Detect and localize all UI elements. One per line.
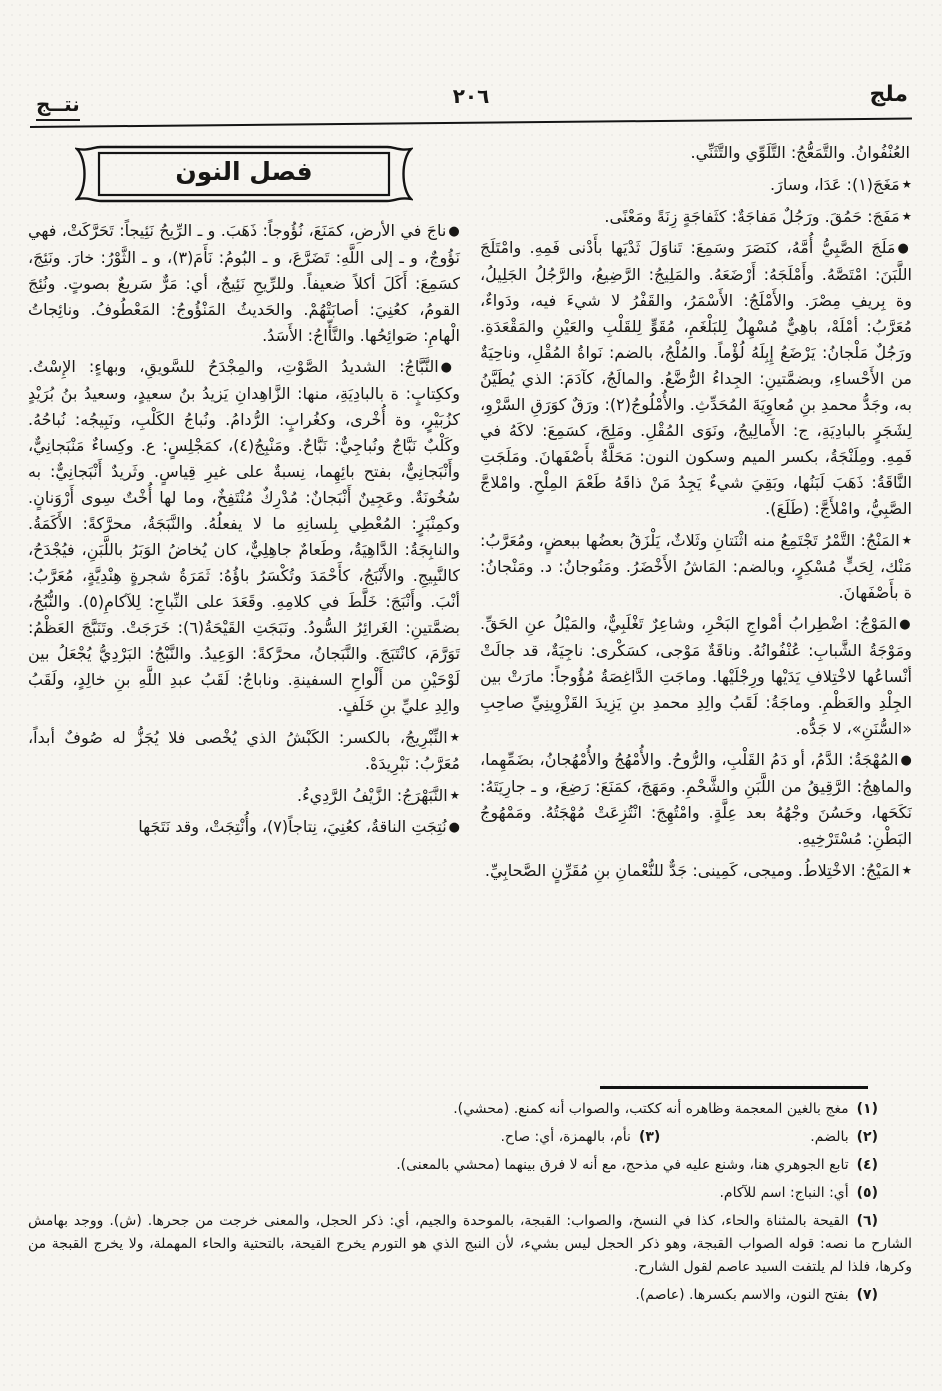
left-column [28,140,460,1086]
entry-text: مَفَجَ: حَمُقَ. ورَجُلٌ مَفاجَةٌ: كثَفاجَةٍ زِنَةً ومَعْنًى. [604,207,900,226]
entry-nabahraj [28,782,460,809]
footnote-text: تابع الجوهري هنا، وشنع عليه في مذحج، مع أنه لا فرق بينهما (محشي بالمعنى). [396,1157,849,1173]
entry-text: ناجَ في الأرضِ، كمَنَعَ، نُؤُوجاً: ذَهَبَ. و ـ الرِّيحُ نَئِيجاً: تَحَرَّكَتْ، فهي نَؤُوجٌ، و ـ إلى اللَّهِ: تَضَرَّعَ، و ـ البُومُ: نَأَمَ(٣)، و ـ الثَّوْرُ: خارَ. ونَئِجَ، كسَمِعَ: أَكَلَ أكلاً ضعيفاً. وللرِّيحِ نَئِيجٌ، أي: مَرٌّ سَريعٌ بصوتٍ. ونُئِجَ القومُ، كعُنِيَ: أصابَتْهُمْ. والحَديثُ المَنْؤُوجُ: المَعْطُوفُ. ونائِجاتُ الْهامِ: صَوائِحُها. والنَّأّاجُ: الأَسَدُ. [28,221,460,345]
footnote-number: (٢) [856,1129,878,1145]
footnote-text: أي: النباج: اسم للآكام. [719,1185,849,1201]
entry-marker: ٭ [901,859,912,881]
page-number: ٢٠٦ [452,84,490,108]
entry-marker: ● [448,820,460,835]
entry-marker: ● [900,753,912,768]
footnote-7 [28,1284,912,1307]
footnote-1 [28,1098,912,1121]
entry-text: النَّبَّاجُ: الشديدُ الصَّوْتِ، والمِجْدَحُ للسَّويقِ، وبهاءٍ: الإِسْتُ. وككِتابٍ: ة بالبادِيَةِ، منها: الزَّاهِدانِ يَزيدُ بنُ سعيدٍ، وسعيدُ بنُ بُرَيْدٍ كزُبَيْرٍ، وة أُخْرى، وكغُرابٍ: الرُّدامُ. ونُباجُ الكَلْبِ، ونَبِيجُه: نُباحُهُ. وكَلْبٌ نَبَّاجٌ ونُباجِيٌّ: نَبَّاحٌ. ومَنْبِجُ(٤)، كمَجْلِسٍ: ع. وكِساءٌ مَنْبَجانِيٌّ، وأَنْبَجانِيٌّ، بفتح بائِهِما، نِسبةٌ على غيرِ قِياسٍ. وثَريدٌ أَنْبَجانِيٌّ: به سُخُونَةٌ. وعَجِينٌ أَنْبَجانٌ: مُدْرِكٌ مُنْتَفِخٌ، وما لها أُخْتٌ سِوى أَرْوَنانٍ. وكمِنْبَرٍ: المُعْطِي بِلسانِهِ ما لا يفعلُهُ. والنَّبَجَةُ، محرَّكةً: الأَكَمَةُ. والنابِجَةُ: الدَّاهِيَةُ، وطَعامٌ جاهِلِيٌّ، كان يُخاضُ الوَبَرُ باللَّبَنِ، فيُجْدَحُ، كالنَّبِيجِ. والأَنْبَجُ، كأَحْمَدَ وتُكْسَرُ باؤُهُ: ثَمَرَةُ شجرةٍ هِنْدِيَّةٍ، مُعَرَّبُ: أنْبَ. وأَنْبَجَ: خَلَّطَ في كلامِهِ. وقَعَدَ على النِّباجِ: لِلآكامِ(٥). والنُّبُجُ، بضمَّتينِ: الغَرائِرُ السُّودُ. ونَبَجَتِ القَيْحَةُ(٦): خَرَجَتْ. وتَنَبَّجَ العَظْمُ: تَوَرَّمَ، كانْتَبَجَ. والنَّبَجانُ، محرَّكةً: الوَعِيدُ. والنَّبْجُ: البَرْدِيُّ يُجْعَلُ بين لَوْحَيْنِ من أَلْواحِ السفينةِ. وناباجُ: لَقَبُ عبدِ اللَّهِ بنِ خالِدٍ، ولَقَبُ والِدِ عليِّ بنِ خَلَفٍ. [28,357,461,715]
entry-maghaja [480,171,912,198]
entry-marker: ٭ [901,529,912,551]
entry-marker [910,143,912,162]
footnote-number: (٤) [856,1157,878,1173]
entry-marker: ● [897,241,912,256]
footnote-text: بفتح النون، والاسم بكسرها. (عاصم). [635,1287,849,1303]
footnote-separator-rule [600,1086,868,1089]
entry-naja [28,218,460,349]
entry-text: النَّبَهْرَجُ: الزَّيْفُ الرَّدِيءُ. [297,786,448,805]
entry-mayj [480,857,912,884]
entry-marker: ● [440,360,460,375]
footnote-text: القيحة بالمثناة والحاء، كذا في النسخ، والصواب: القبجة، بالموحدة والجيم، أي: ذكر الحجل، والمعنى خرجت من جحرها. (ش). ووجد بهامش الشارح ما نصه: قوله الصواب القبجة، وهو ذكر الحجل ليس بشيء، لأن النبج الذي هو التورم يخرج القيحة، بالتحتية والحاء المهملة، ولا يخرج القبجة من وكرها، فلذا لم يلتفت السيد عاصم لقول الشارح. [28,1213,912,1275]
entry-text: مَلَجَ الصَّبِيُّ أُمَّهُ، كنَصَرَ وسَمِعَ: تَناوَلَ ثَدْيَها بأَدْنى فَمِهِ. وامْتَلَجَ اللَّبَنَ: امْتَصَّهُ. وأَمْلَجَهُ: أَرْضَعَهُ. والمَلِيجُ: الرَّضِيعُ، والرَّجُلُ الجَلِيلُ، وة بِريفِ مِصْرَ. والأَمْلَجُ: الأَسْمَرُ، والقَفْرُ لا شيءَ فيه، ودَواءٌ، مُعَرَّبُ: أمْلَهْ، باهِيٌّ مُسْهِلٌ لِلبَلْغَمِ، مُقَوٍّ لِلقَلْبِ والعَيْنِ والمَقْعَدَةِ. ورَجُلٌ مَلْجانُ: يَرْضَعُ إِبِلَهُ لُؤْماً. والمُلْجُ، بالضم: نَواةُ المُقْلِ، وناحِيَةٌ من الأَحْساءِ، وبضمَّتينِ: الجِداءُ الرُّضَّعُ. والمالَجُ، كآدَمَ: الذي يُطَيَّنُ به، وجَدُّ محمدِ بنِ مُعاوِيَةَ المُحَدِّثِ. والأُمْلُوجُ(٢): ورَقٌ كوَرَقِ السَّرْوِ، لِشَجَرٍ بالبادِيَةِ، ج: الأَمالِيجُ، ونَوَى المُقْلِ. ومَلِجَ، كسَمِعَ: لاكَهُ في فَمِهِ. ومِلَنْجَةُ، بكسر الميم وسكون النون: مَحَلَّةٌ بأَصْفَهانَ. ومَلَجَتِ النَّاقَةُ: ذَهَبَ لَبَنُها، وبَقِيَ شيءٌ يَجِدُ مَنْ ذاقَهُ طَعْمَ المِلْحِ. وامْلاجَّ الصَّبِيُّ، وامْلأَجَّ: (طَلَعَ). [480,238,912,518]
entry-text: العُنْفُوانُ. والتَّمَعُّجُ: التَّلَوِّي والتَّثَنِّي. [690,143,910,162]
entry-text: مَغَجَ(١): عَدَا، وسارَ. [770,175,900,194]
entry-mafaja [480,203,912,230]
footnote-text: نأم، بالهمزة، أي: صاح. [500,1129,631,1145]
header-rule [30,118,912,128]
entry-continuation [480,140,912,166]
footnotes-block [28,1098,912,1312]
entry-nibrij [28,724,460,777]
footnote-2 [810,1126,912,1149]
entry-text: المَيْجُ: الاخْتِلاطُ. وميجى، كَمِينى: جَدٌّ للنُّعْمانِ بنِ مُقَرِّنٍ الصَّحابِيِّ. [484,861,900,880]
entry-marker: ● [899,617,912,632]
footnote-row-2-3 [28,1126,912,1149]
footnote-number: (٥) [856,1185,878,1201]
entry-text: النِّبْرِيجُ، بالكسر: الكَبْشُ الذي يُخْصى فلا يُجَزُّ له صُوفٌ أبداً، مُعَرَّبُ: نَبْرِيدَهْ. [28,728,460,773]
entry-text: المَوْجُ: اضْطِرابُ أمْواجِ البَحْرِ، وشاعِرٌ تَغْلَبِيٌّ، والمَيْلُ عنِ الحَقِّ. ومَوْجَةُ الشَّبابِ: عُنْفُوانُهُ. وناقَةٌ مَوْجى، كسَكْرى: ناجِيَةٌ، قد جالَتْ أنْساعُها لاخْتِلافِ يَدَيْها ورِجْلَيْها. وماجَتِ الدَّاغِصَةُ مُؤُوجاً: مارَتْ بين الجِلْدِ والعَظْمِ. وماجَةُ: لَقَبُ والِدِ محمدِ بنِ يَزِيدَ القَزْوِينِيِّ صاحِبِ «السُّنَنِ»، لا جَدُّه. [480,614,912,738]
right-column [480,140,912,1086]
entry-text: نُتِجَتِ الناقةُ، كعُنِيَ، نِتاجاً(٧)، وأُنْتِجَتْ، وقد نَتَجَها [138,817,447,836]
text-columns [28,140,912,1086]
footnote-text: بالضم. [810,1129,849,1145]
entry-text: المُهْجَةُ: الدَّمُ، أو دَمُ القَلْبِ، والرُّوحُ. والأُمْهُجُ والأُمْهُجانُ، بضَمِّهِما، والماهِجُ: الرَّقِيقُ من اللَّبَنِ والشَّحْمِ. ومَهَجَ، كمَنَعَ: رَضِعَ، و ـ جارِيَتَهُ: نَكَحَها، وحَسُنَ وجْهُهُ بعد عِلَّةٍ. وامْتُهِجَ: انْتُزِعَتْ مُهْجَتُهُ. ومَمْهُوجُ البَطْنِ: مُسْتَرْخِيهِ. [480,750,912,848]
entry-mawj [480,611,912,742]
entry-nabbaj [28,354,460,719]
catchword-right: ملج [869,82,908,107]
footnote-number: (٦) [856,1213,878,1229]
footnote-number: (٣) [638,1129,661,1145]
footnote-4 [28,1154,912,1177]
entry-marker: ٭ [901,173,912,195]
entry-marker: ٭ [449,726,460,748]
footnote-number: (١) [856,1101,878,1117]
entry-marker: ● [448,224,461,239]
entry-marker: ٭ [449,784,460,806]
entry-marker: ٭ [901,205,912,227]
entry-nutijat [28,814,460,841]
entry-text: المَنْجُ: التَّمْرُ تَجْتَمِعُ منه اثْنَتانِ وثَلاثٌ، يَلْزَقُ بعضُها ببعضٍ، ومُعَرَّبُ: مَنْك، لِحَبٍّ مُسْكِرٍ، وبالضم: المَاشُ الأَخْضَرُ. ومَنُوجانُ: د. ومَنْجانُ: ة بأَصْفَهانَ. [480,531,912,602]
footnote-number: (٧) [856,1287,878,1303]
entry-muhja [480,747,912,852]
section-title: فصل النون [175,157,313,186]
footnote-6 [28,1210,912,1279]
footnote-5 [28,1182,912,1205]
footnote-text: مغج بالغين المعجمة وظاهره أنه ككتب، والصواب أنه كمنع. (محشي). [453,1101,849,1117]
catchword-left: نتــج [36,92,80,121]
footnote-3 [500,1126,660,1149]
section-banner [75,142,413,206]
entry-malaja [480,235,912,522]
entry-manj [480,527,912,606]
